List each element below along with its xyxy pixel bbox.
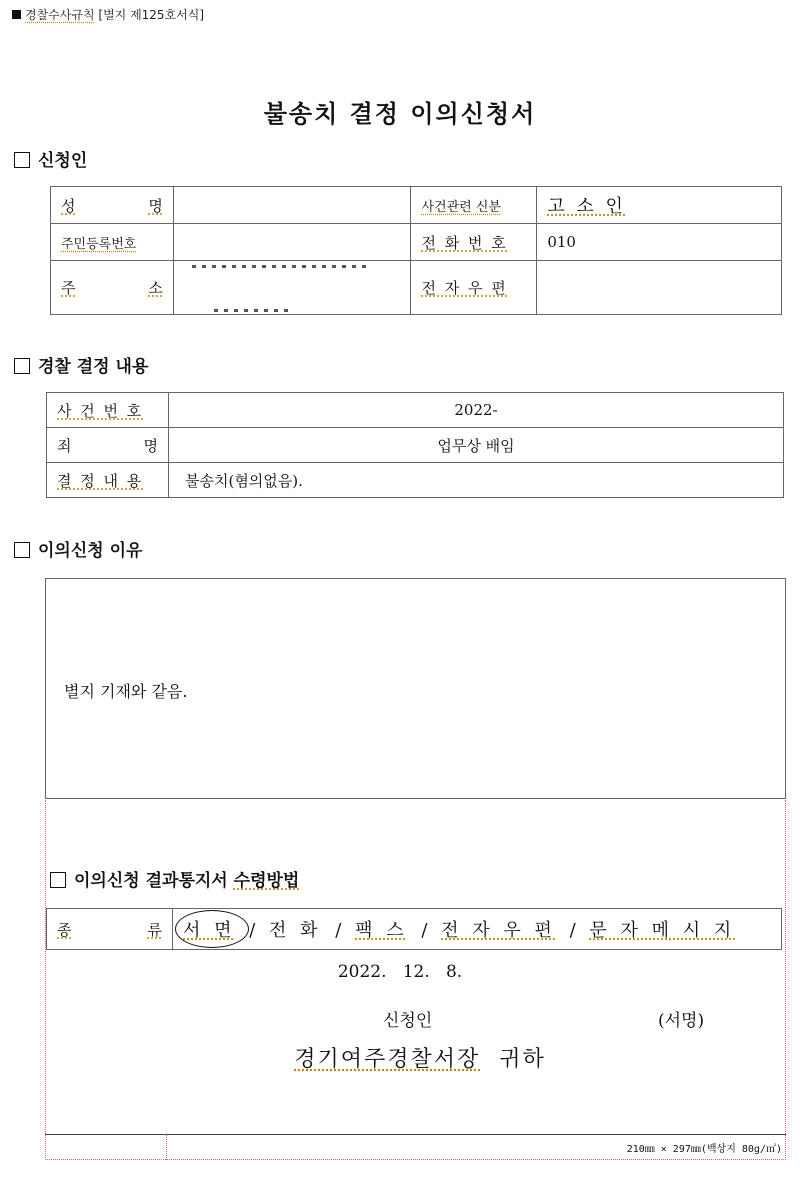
paper-spec: 210㎜ × 297㎜(백상지 80g/㎡) — [626, 1144, 782, 1155]
reason-text: 별지 기재와 같음. — [64, 682, 188, 701]
checkbox-square-icon — [14, 152, 30, 168]
rrn-value[interactable] — [173, 224, 411, 261]
section-reason — [14, 536, 142, 561]
section-notice-method-title: 이의신청 결과통지서 수령방법 — [74, 871, 300, 891]
redacted-text — [192, 265, 367, 268]
decision-label: 결 정 내 용 — [47, 463, 169, 498]
regulation-name: 경찰수사규칙 — [25, 8, 95, 22]
signature-label: (서명) — [658, 1011, 705, 1031]
checkbox-square-icon — [14, 358, 30, 374]
page-title: 불송치 결정 이의신청서 — [263, 99, 537, 128]
footer-rule — [45, 1134, 786, 1135]
option-email[interactable]: 전 자 우 편 — [441, 920, 556, 941]
email-value[interactable] — [537, 261, 782, 315]
black-square-icon — [12, 10, 21, 19]
option-phone[interactable]: 전 화 — [269, 920, 322, 941]
decision-value: 불송치(혐의없음). — [169, 463, 784, 498]
phone-label: 전 화 번 호 — [411, 224, 537, 261]
section-notice-method — [50, 866, 299, 891]
name-label: 성 명 — [51, 187, 174, 224]
address-label: 주 소 — [51, 261, 174, 315]
reason-box[interactable] — [45, 578, 786, 799]
option-sms[interactable]: 문 자 메 시 지 — [589, 920, 736, 941]
applicant-line: 신청인 — [383, 1011, 433, 1031]
date: 2022. 12. 8. — [337, 962, 463, 982]
charge-value: 업무상 배임 — [169, 428, 784, 463]
address-value[interactable] — [173, 261, 411, 315]
checkbox-square-icon — [14, 542, 30, 558]
phone-value[interactable]: 010 — [537, 224, 782, 261]
notice-method-table — [46, 908, 782, 950]
section-applicant-title: 신청인 — [38, 151, 88, 171]
section-reason-title: 이의신청 이유 — [38, 541, 143, 561]
case-no-label: 사 건 번 호 — [47, 393, 169, 428]
option-fax[interactable]: 팩 스 — [355, 920, 408, 941]
section-police-decision-title: 경찰 결정 내용 — [38, 357, 149, 377]
relation-value[interactable]: 고 소 인 — [537, 187, 782, 224]
form-reference: [별지 제125호서식] — [98, 8, 205, 22]
section-applicant — [14, 146, 87, 171]
section-police-decision — [14, 352, 148, 377]
selected-circle-mark — [175, 910, 249, 948]
charge-label: 죄 명 — [47, 428, 169, 463]
type-options: 서 면 / 전 화 / 팩 스 / 전 자 우 편 / 문 자 메 시 지 — [173, 909, 782, 950]
rrn-label: 주민등록번호 — [51, 224, 174, 261]
type-label: 종 류 — [47, 909, 173, 950]
email-label: 전 자 우 편 — [411, 261, 537, 315]
checkbox-square-icon — [50, 872, 66, 888]
relation-label: 사건관련 신분 — [411, 187, 537, 224]
recipient — [0, 1042, 800, 1073]
name-value[interactable] — [173, 187, 411, 224]
footer-divider — [166, 1134, 167, 1160]
case-no-value: 2022- — [169, 393, 784, 428]
form-header — [12, 6, 204, 23]
decision-table — [46, 392, 784, 498]
redacted-text — [214, 309, 294, 312]
option-paper[interactable]: 서 면 — [183, 920, 236, 941]
recipient-station: 경기여주경찰서장 — [294, 1047, 481, 1072]
applicant-table — [50, 186, 782, 315]
recipient-suffix: 귀하 — [499, 1047, 546, 1072]
